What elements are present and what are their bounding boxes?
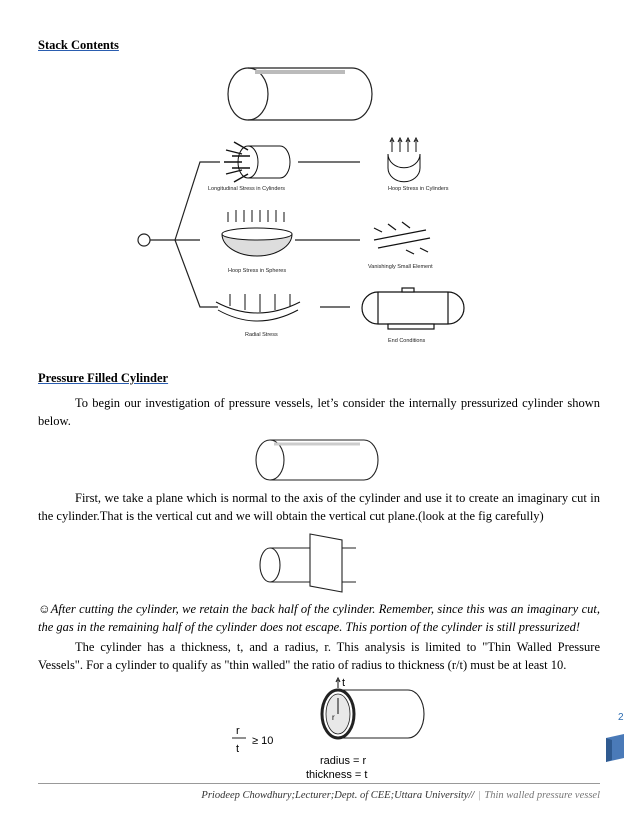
ratio-denominator: t xyxy=(236,743,240,755)
radial-stress-drawing xyxy=(216,294,300,321)
longitudinal-stress-drawing xyxy=(224,142,290,182)
cylinder-figure xyxy=(252,436,382,484)
paragraph-retain-back-half: ☺After cutting the cylinder, we retain the back half of the cylinder. Remember, since this was an imaginary cut, the gas in the remaining half of the cylinder does not escape. This portion of the cylinder is still pressurized! xyxy=(38,602,600,634)
label-end-conditions: End Conditions xyxy=(388,338,426,344)
page-footer xyxy=(201,790,600,801)
footer-separator: | xyxy=(478,790,481,801)
label-thickness-equals-t: thickness = t xyxy=(306,769,368,781)
label-hoop-stress-cylinders: Hoop Stress in Cylinders xyxy=(388,186,449,192)
page-corner-tab-icon xyxy=(604,734,626,762)
label-longitudinal-stress: Longitudinal Stress in Cylinders xyxy=(208,186,286,192)
footer-author: Priodeep Chowdhury;Lecturer;Dept. of CEE;Uttara University// xyxy=(201,790,475,801)
label-radius-equals-r: radius = r xyxy=(320,755,367,767)
small-element-drawing xyxy=(374,222,430,254)
ratio-numerator: r xyxy=(236,725,240,737)
stack-contents-figure xyxy=(130,62,470,352)
page-number: 2 xyxy=(618,712,624,723)
label-thickness-t: t xyxy=(342,677,346,689)
cut-cylinder-figure xyxy=(252,530,362,594)
label-radius-r: r xyxy=(332,713,335,722)
hoop-stress-cylinder-drawing xyxy=(388,138,420,182)
paragraph-thin-walled: The cylinder has a thickness, t, and a radius, r. This analysis is limited to "Thin Walled Pressure Vessels". For a cylinder to qualify as "thin walled" the ratio of radius to thickness (r/t) must be at least 10. xyxy=(38,640,600,672)
label-vanishing-element: Vanishingly Small Element xyxy=(368,264,433,270)
label-hoop-stress-spheres: Hoop Stress in Spheres xyxy=(228,268,287,274)
label-radial-stress: Radial Stress xyxy=(245,332,278,338)
footer-topic: Thin walled pressure vessel xyxy=(484,790,600,801)
paragraph-cut-plane: First, we take a plane which is normal to the axis of the cylinder and use it to create an imaginary cut in the cylinder.That is the vertical cut and we will obtain the vertical cut plane.(look at the fig carefully) xyxy=(38,491,600,523)
section-heading-pressure-filled-cylinder: Pressure Filled Cylinder xyxy=(38,371,169,385)
cylinder-drawing-top xyxy=(228,68,372,120)
hoop-stress-sphere-drawing xyxy=(222,210,292,256)
paragraph-intro: To begin our investigation of pressure vessels, let’s consider the internally pressurized cylinder shown below. xyxy=(38,396,600,428)
footer-divider xyxy=(38,783,600,784)
ratio-inequality: ≥ 10 xyxy=(252,735,274,747)
thin-wall-figure xyxy=(228,676,448,782)
end-conditions-drawing xyxy=(362,288,464,329)
section-heading-stack-contents: Stack Contents xyxy=(38,38,119,52)
